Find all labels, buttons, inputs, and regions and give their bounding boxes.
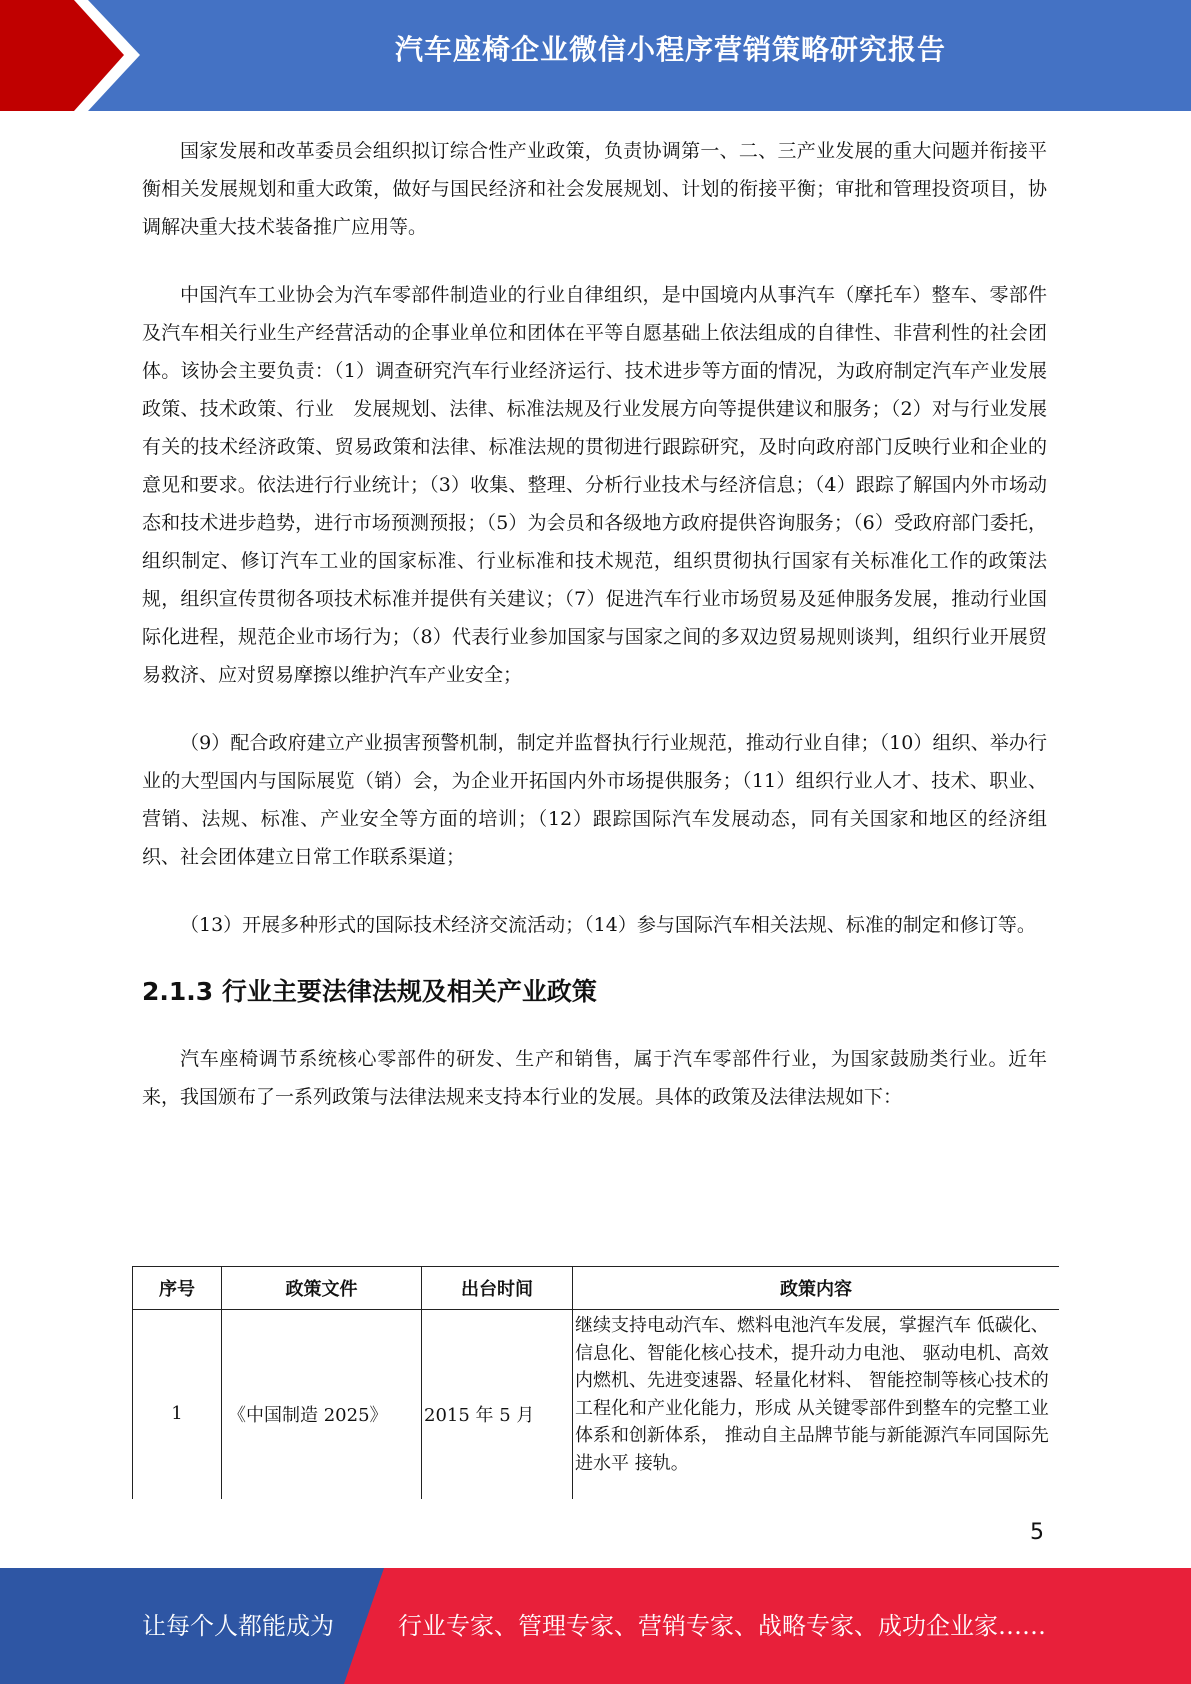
- page-header: [0, 0, 1191, 111]
- cell-doc: 《中国制造 2025》: [222, 1310, 422, 1500]
- footer-slogan-right: 行业专家、管理专家、营销专家、战略专家、成功企业家……: [398, 1612, 1046, 1640]
- table-header-row: [133, 1267, 1060, 1310]
- paragraph-intro: 汽车座椅调节系统核心零部件的研发、生产和销售，属于汽车零部件行业，为国家鼓励类行业。近年来，我国颁布了一系列政策与法律法规来支持本行业的发展。具体的政策及法律法规如下：: [142, 1048, 1047, 1108]
- report-title: 汽车座椅企业微信小程序营销策略研究报告: [394, 33, 946, 66]
- table-row: [133, 1310, 1060, 1500]
- cell-date: 2015 年 5 月: [422, 1310, 573, 1500]
- policy-table-container: [132, 1266, 1059, 1499]
- main-content: [142, 132, 1047, 1116]
- page-footer: [0, 1568, 1191, 1684]
- cell-content: 继续支持电动汽车、燃料电池汽车发展，掌握汽车 低碳化、信息化、智能化核心技术，提升动力电池、 驱动电机、高效内燃机、先进变速器、轻量化材料、 智能控制等核心技术的工程化和产业化能力，形成 从关键零部件到整车的完整工业体系和创新体系， 推动自主品牌节能与新能源汽车同国际先进水平 接轨。: [573, 1310, 1060, 1500]
- header-content: 政策内容: [573, 1267, 1060, 1310]
- page-number: 5: [1030, 1520, 1044, 1545]
- paragraph-caam-end: （13）开展多种形式的国际技术经济交流活动；（14）参与国际汽车相关法规、标准的制定和修订等。: [180, 914, 1036, 936]
- header-doc: 政策文件: [222, 1267, 422, 1310]
- header-no: 序号: [133, 1267, 222, 1310]
- paragraph-caam: 中国汽车工业协会为汽车零部件制造业的行业自律组织，是中国境内从事汽车（摩托车）整车、零部件及汽车相关行业生产经营活动的企事业单位和团体在平等自愿基础上依法组成的自律性、非营利性的社会团体。该协会主要负责：（1）调查研究汽车行业经济运行、技术进步等方面的情况，为政府制定汽车产业发展政策、技术政策、行业 发展规划、法律、标准法规及行业发展方向等提供建议和服务；（2）对与行业发展有关的技术经济政策、贸易政策和法律、标准法规的贯彻进行跟踪研究，及时向政府部门反映行业和企业的意见和要求。依法进行行业统计；（3）收集、整理、分析行业技术与经济信息；（4）跟踪了解国内外市场动态和技术进步趋势，进行市场预测预报；（5）为会员和各级地方政府提供咨询服务；（6）受政府部门委托，组织制定、修订汽车工业的国家标准、行业标准和技术规范，组织贯彻执行国家有关标准化工作的政策法规，组织宣传贯彻各项技术标准并提供有关建议；（7）促进汽车行业市场贸易及延伸服务发展，推动行业国际化进程，规范企业市场行为；（8）代表行业参加国家与国家之间的多双边贸易规则谈判，组织行业开展贸易救济、应对贸易摩擦以维护汽车产业安全；: [142, 284, 1047, 686]
- section-heading: 2.1.3 行业主要法律法规及相关产业政策: [142, 977, 597, 1006]
- footer-slogan-left: 让每个人都能成为: [142, 1612, 334, 1640]
- cell-no: 1: [133, 1310, 222, 1500]
- policy-table: [132, 1266, 1059, 1499]
- paragraph-ndrc: 国家发展和改革委员会组织拟订综合性产业政策，负责协调第一、二、三产业发展的重大问题并衔接平衡相关发展规划和重大政策，做好与国民经济和社会发展规划、计划的衔接平衡；审批和管理投资项目，协调解决重大技术装备推广应用等。: [142, 140, 1047, 238]
- header-arrow-decoration: [0, 0, 140, 111]
- header-date: 出台时间: [422, 1267, 573, 1310]
- paragraph-caam-continued: （9）配合政府建立产业损害预警机制，制定并监督执行行业规范，推动行业自律；（10）组织、举办行业的大型国内与国际展览（销）会，为企业开拓国内外市场提供服务；（11）组织行业人才、技术、职业、营销、法规、标准、产业安全等方面的培训；（12）跟踪国际汽车发展动态，同有关国家和地区的经济组织、社会团体建立日常工作联系渠道；: [142, 732, 1047, 868]
